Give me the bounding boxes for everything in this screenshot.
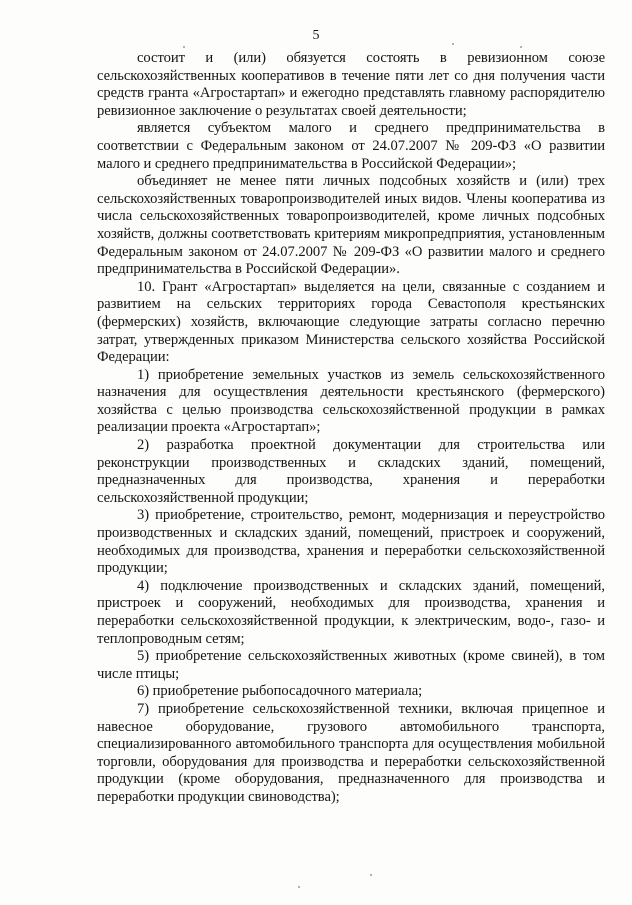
list-item-utility-connection: 4) подключение производственных и складских зданий, помещений, пристроек и сооружений, необходимых для производства, хранения и переработки сельскохозяйственной продукции, к электрическим, водо-, газо- и теплопроводным сетям; — [97, 577, 605, 647]
scan-speck — [183, 46, 185, 48]
list-item-machinery: 7) приобретение сельскохозяйственной техники, включая прицепное и навесное оборудование, грузового автомобильного транспорта, специализированного автомобильного транспорта для осуществления мобильной торговли, оборудования для производства и переработки сельскохозяйственной продукции (кроме оборудования, предназначенного для производства и переработки продукции свиноводства); — [97, 700, 605, 805]
list-item-fish-stock: 6) приобретение рыбопосадочного материала; — [137, 683, 423, 700]
scan-speck — [520, 46, 522, 48]
scan-speck — [298, 886, 300, 888]
paragraph-sme-subject: является субъектом малого и среднего предпринимательства в соответствии с Федеральным законом от 24.07.2007 № 209-ФЗ «О развитии малого и среднего предпринимательства в Российской Федерации»; — [97, 120, 605, 172]
list-item-livestock: 5) приобретение сельскохозяйственных животных (кроме свиней), в том числе птицы; — [97, 648, 605, 682]
document-body — [97, 50, 605, 807]
scan-speck — [452, 43, 454, 45]
paragraph-grant-purposes: 10. Грант «Агростартап» выделяется на цели, связанные с созданием и развитием на сельских территориях города Севастополя крестьянских (фермерских) хозяйств, включающие следующие затраты согласно перечню затрат, утвержденных приказом Министерства сельского хозяйства Российской Федерации: — [97, 278, 605, 366]
page-number: 5 — [312, 28, 320, 43]
list-item-project-documentation: 2) разработка проектной документации для строительства или реконструкции производственных и складских зданий, помещений, предназначенных для производства, хранения и переработки сельскохозяйственной продукции; — [97, 437, 605, 506]
list-item-construction: 3) приобретение, строительство, ремонт, модернизация и переустройство производственных и складских зданий, помещений, пристроек и сооружений, необходимых для производства, хранения и переработки сельскохозяйственной продукции; — [97, 507, 605, 577]
paragraph-audit-union: состоит и (или) обязуется состоять в ревизионном союзе сельскохозяйственных кооперативов в течение пяти лет со дня получения части средств гранта «Агростартап» и ежегодно представлять главному распорядителю ревизионное заключение о результатах своей деятельности; — [97, 50, 605, 119]
scan-speck — [370, 874, 372, 876]
paragraph-cooperative-members: объединяет не менее пяти личных подсобных хозяйств и (или) трех сельскохозяйственных товаропроизводителей иных видов. Члены кооператива из числа сельскохозяйственных товаропроизводителей, кроме личных подсобных хозяйств, должны соответствовать критериям микропредприятия, установленным Федеральным законом от 24.07.2007 № 209-ФЗ «О развитии малого и среднего предпринимательства в Российской Федерации». — [97, 173, 605, 278]
list-item-land-purchase: 1) приобретение земельных участков из земель сельскохозяйственного назначения для осуществления деятельности крестьянского (фермерского) хозяйства с целью производства сельскохозяйственной продукции в рамках реализации проекта «Агростартап»; — [97, 366, 605, 436]
